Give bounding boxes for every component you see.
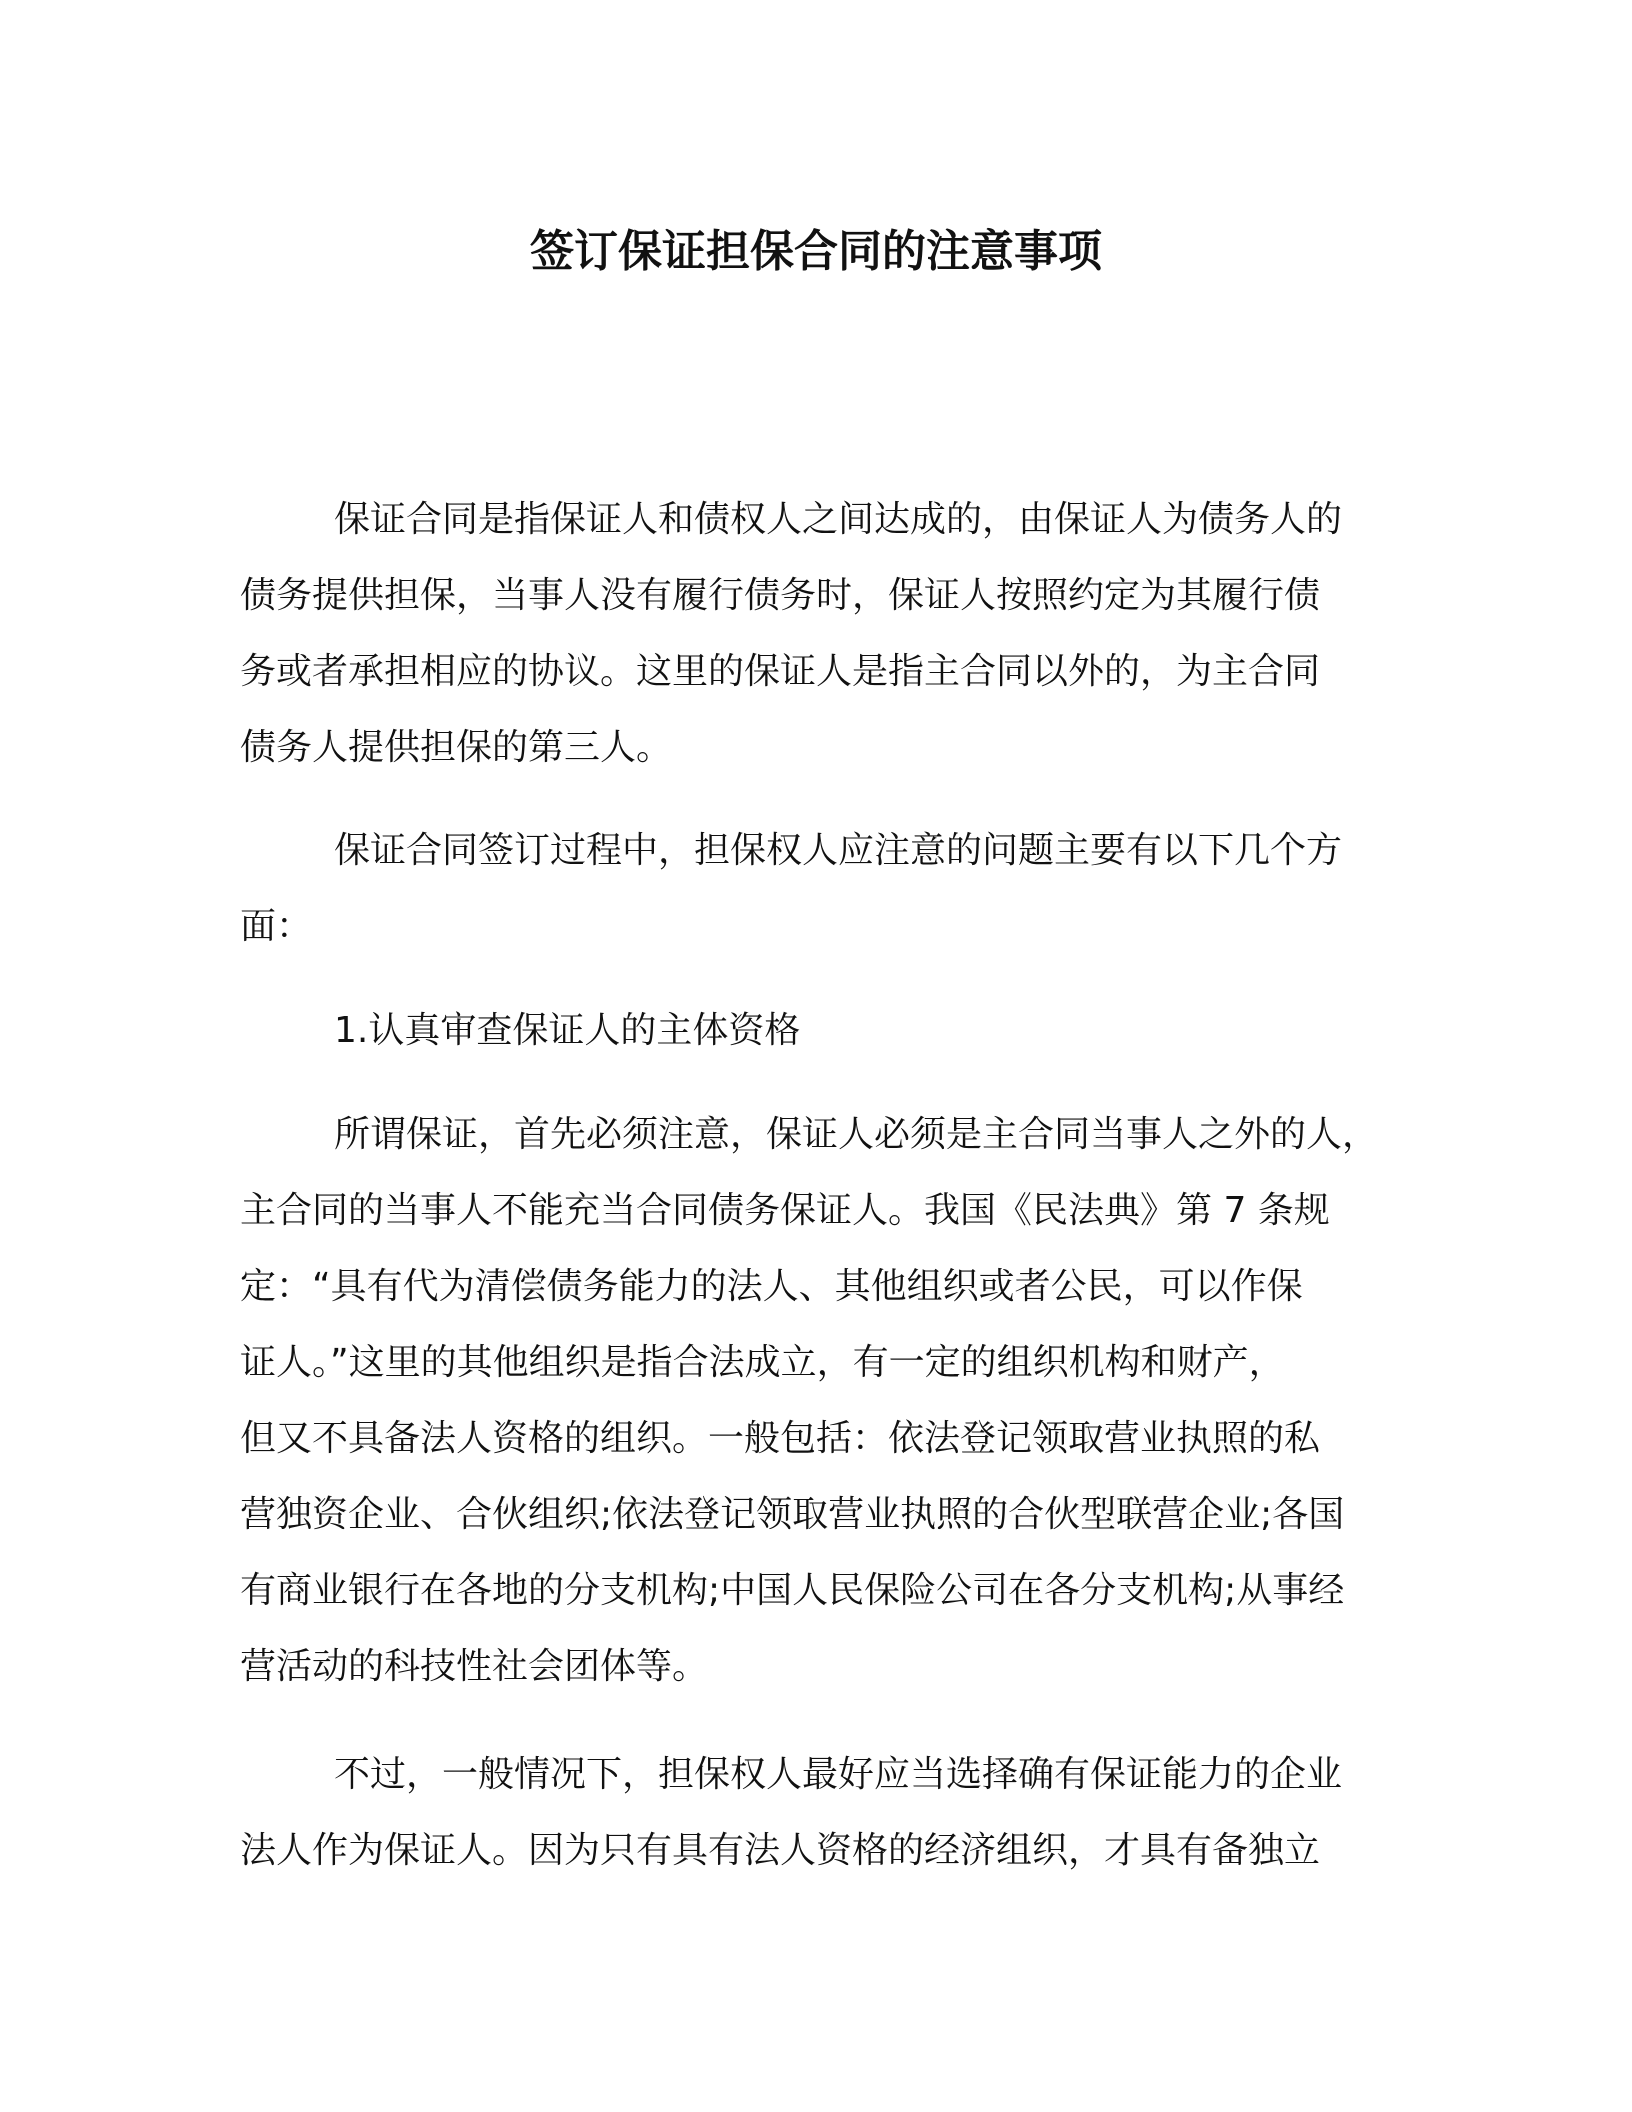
paragraph-line: 营活动的科技性社会团体等。 xyxy=(240,1646,709,1687)
paragraph-line: 债务提供担保，当事人没有履行债务时，保证人按照约定为其履行债 xyxy=(240,575,1321,616)
paragraph-line: 但又不具备法人资格的组织。一般包括：依法登记领取营业执照的私 xyxy=(240,1418,1321,1459)
paragraph-line: 面： xyxy=(240,906,313,947)
paragraph-line: 有商业银行在各地的分支机构;中国人民保险公司在各分支机构;从事经 xyxy=(240,1570,1345,1611)
paragraph-line: 定：“具有代为清偿债务能力的法人、其他组织或者公民，可以作保 xyxy=(240,1266,1303,1307)
paragraph-line: 营独资企业、合伙组织;依法登记领取营业执照的合伙型联营企业;各国 xyxy=(240,1494,1345,1535)
section-heading: 1.认真审查保证人的主体资格 xyxy=(334,1010,801,1051)
document-title: 签订保证担保合同的注意事项 xyxy=(530,226,1102,277)
paragraph-line: 主合同的当事人不能充当合同债务保证人。我国《民法典》第 7 条规 xyxy=(240,1190,1330,1231)
paragraph-line: 务或者承担相应的协议。这里的保证人是指主合同以外的，为主合同 xyxy=(240,651,1321,692)
paragraph-line: 不过，一般情况下，担保权人最好应当选择确有保证能力的企业 xyxy=(334,1754,1343,1795)
paragraph-line: 债务人提供担保的第三人。 xyxy=(240,727,673,768)
paragraph-line: 法人作为保证人。因为只有具有法人资格的经济组织，才具有备独立 xyxy=(240,1830,1321,1871)
paragraph-line: 保证合同签订过程中，担保权人应注意的问题主要有以下几个方 xyxy=(334,830,1343,871)
paragraph-line: 证人。”这里的其他组织是指合法成立，有一定的组织机构和财产， xyxy=(240,1342,1285,1383)
paragraph-line: 保证合同是指保证人和债权人之间达成的，由保证人为债务人的 xyxy=(334,499,1343,540)
paragraph-line: 所谓保证，首先必须注意，保证人必须是主合同当事人之外的人， xyxy=(334,1114,1379,1155)
